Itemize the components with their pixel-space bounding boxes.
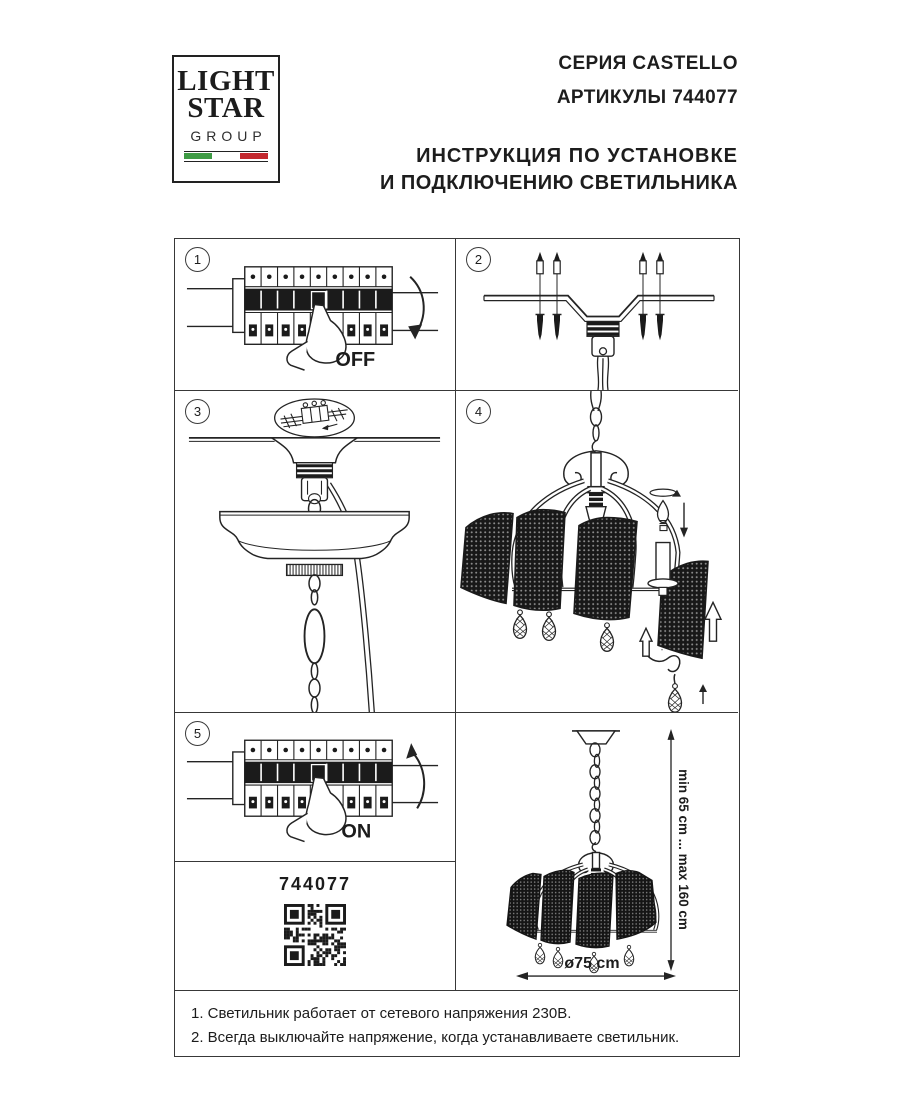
screw-icon xyxy=(537,252,663,296)
breaker-on-illustration xyxy=(175,713,455,861)
dimensions-panel xyxy=(456,713,738,991)
bracket-illustration xyxy=(456,239,738,390)
step-1-panel xyxy=(175,239,456,391)
italian-flag-stripe xyxy=(184,151,268,162)
arrow-down-icon xyxy=(680,503,688,538)
crystal-drop xyxy=(513,610,527,638)
chandelier-dimensions-illustration xyxy=(456,713,738,990)
crystal-drop xyxy=(535,943,545,963)
series-title: СЕРИЯ CASTELLO xyxy=(558,53,738,74)
locking-collar xyxy=(287,564,343,575)
arrow-up-icon xyxy=(406,743,424,808)
height-dimension xyxy=(668,729,692,971)
lightstar-logo xyxy=(172,55,280,183)
step-3-panel xyxy=(175,391,456,713)
mesh-shade xyxy=(507,870,656,947)
step-number-badge xyxy=(466,399,491,424)
header-titles xyxy=(380,53,738,195)
off-label: OFF xyxy=(335,349,376,372)
step-2-panel xyxy=(456,239,738,391)
crystal-drop xyxy=(600,623,614,651)
step-number-badge xyxy=(185,399,210,424)
on-label: ON xyxy=(341,820,372,843)
chain xyxy=(305,575,325,712)
ceiling-cup xyxy=(577,731,615,744)
crystal-drop xyxy=(668,684,682,712)
instruction-title-line1: ИНСТРУКЦИЯ ПО УСТАНОВКЕ xyxy=(416,145,738,167)
arrow-up-icon xyxy=(699,684,707,704)
breaker-off-illustration xyxy=(175,239,455,390)
height-range-label: min 65 cm ... max 160 cm xyxy=(675,769,692,930)
step-number: 5 xyxy=(193,726,202,741)
article-title: АРТИКУЛЫ 744077 xyxy=(556,87,738,108)
diameter-label: ø75 cm xyxy=(564,955,620,973)
steps-table xyxy=(174,238,740,1057)
step-number: 4 xyxy=(474,404,483,419)
step-number: 2 xyxy=(474,252,483,267)
note-line-1: 1. Светильник работает от сетевого напряжения 230В. xyxy=(191,1005,572,1022)
step-5-panel xyxy=(175,713,456,862)
arm-end-piece xyxy=(648,656,680,684)
article-number: 744077 xyxy=(278,874,352,894)
step-number-badge xyxy=(185,721,210,746)
step-number: 1 xyxy=(193,252,202,267)
chandelier-assembly-illustration xyxy=(456,391,738,712)
crystal-drop xyxy=(553,947,563,967)
note-line-2: 2. Всегда выключайте напряжение, когда устанавливаете светильник. xyxy=(191,1029,680,1046)
ceiling-canopy xyxy=(220,512,409,559)
logo-word-group: GROUP xyxy=(190,127,267,144)
notes-section xyxy=(175,991,738,1055)
wires xyxy=(597,356,608,390)
candle-sleeve xyxy=(656,543,670,581)
chain xyxy=(591,391,602,453)
chain xyxy=(590,743,600,845)
step-number-badge xyxy=(185,247,210,272)
qr-panel xyxy=(175,862,456,991)
qr-code xyxy=(284,904,346,966)
step-number: 3 xyxy=(193,404,202,419)
scroll-ornament xyxy=(579,843,614,873)
logo-word-star: STAR xyxy=(187,91,265,124)
step-number-badge xyxy=(466,247,491,272)
canopy-illustration xyxy=(175,391,455,712)
step-4-panel xyxy=(456,391,738,713)
instruction-title-line2: И ПОДКЛЮЧЕНИЮ СВЕТИЛЬНИКА xyxy=(379,172,738,194)
crystal-drop xyxy=(624,945,634,965)
crystal-drop xyxy=(542,612,556,640)
logo-word-light: LIGHT xyxy=(177,65,275,97)
